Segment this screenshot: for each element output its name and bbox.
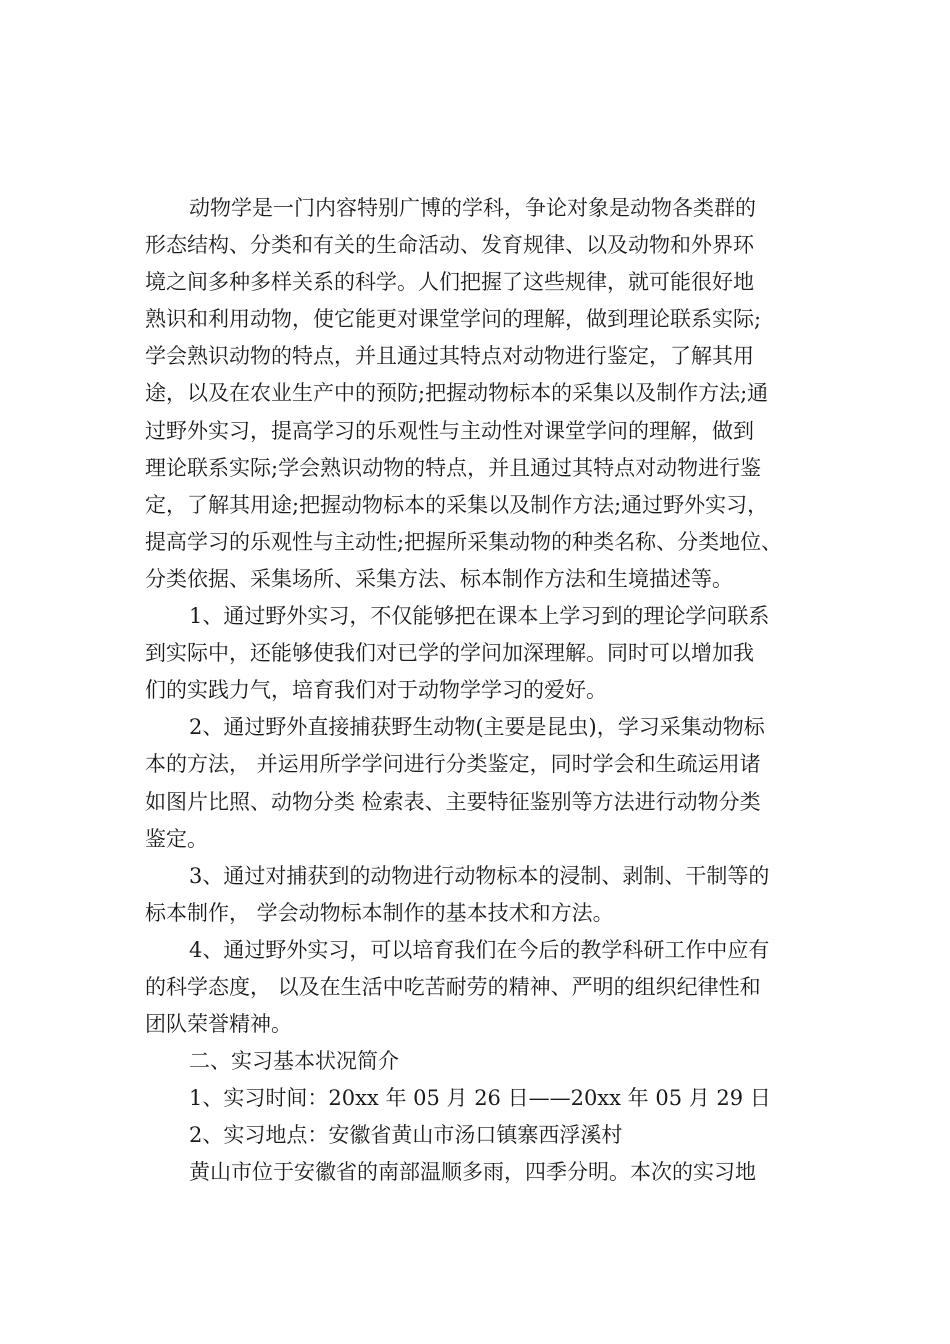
text-line: 标本制作， 学会动物标本制作的基本技术和方法。: [145, 900, 614, 925]
text-line: 理论联系实际;学会熟识动物的特点，并且通过其特点对动物进行鉴: [145, 455, 762, 480]
text-line: 本的方法， 并运用所学学问进行分类鉴定，同时学会和生疏运用诸: [145, 752, 761, 777]
objective-item-3: [145, 858, 815, 932]
text-line: 提高学习的乐观性与主动性;把握所采集动物的种类名称、分类地位、: [145, 529, 783, 554]
text-line: 4、通过野外实习，可以培育我们在今后的教学科研工作中应有: [189, 937, 770, 962]
objective-item-2: [145, 709, 815, 857]
text-line: 们的实践力气，培育我们对于动物学学习的爱好。: [145, 678, 607, 703]
text-line: 团队荣誉精神。: [145, 1012, 292, 1037]
text-line: 动物学是一门内容特别广博的学科，争论对象是动物各类群的: [189, 196, 756, 220]
text-line: 境之间多种多样关系的科学。人们把握了这些规律，就可能很好地: [145, 270, 754, 295]
text-line: 的科学态度， 以及在生活中吃苦耐劳的精神、严明的组织纪律性和: [145, 974, 761, 999]
text-line: 分类依据、采集场所、采集方法、标本制作方法和生境描述等。: [145, 566, 733, 591]
text-line: 鉴定。: [145, 826, 208, 851]
objective-item-4: [145, 932, 815, 1043]
section-heading: 二、实习基本状况简介: [189, 1049, 399, 1074]
text-line: 1、通过野外实习，不仅能够把在课本上学习到的理论学问联系: [189, 604, 770, 629]
text-line: 定，了解其用途;把握动物标本的采集以及制作方法;通过野外实习，: [145, 492, 769, 517]
text-line: 过野外实习，提高学习的乐观性与主动性对课堂学问的理解，做到: [145, 418, 754, 443]
intro-paragraph: [145, 190, 815, 598]
text-line: 2、通过野外直接捕获野生动物(主要是昆虫)，学习采集动物标: [189, 715, 765, 740]
text-line: 熟识和利用动物，使它能更对课堂学问的理解，做到理论联系实际;: [145, 307, 762, 332]
text-line: 黄山市位于安徽省的南部温顺多雨，四季分明。本次的实习地: [189, 1160, 756, 1185]
text-line: 途，以及在农业生产中的预防;把握动物标本的采集以及制作方法;通: [145, 381, 769, 406]
text-line: 学会熟识动物的特点，并且通过其特点对动物进行鉴定，了解其用: [145, 344, 754, 369]
objective-item-1: [145, 598, 815, 709]
internship-place: 2、实习地点：安徽省黄山市汤口镇寨西浮溪村: [189, 1123, 623, 1148]
text-line: 形态结构、分类和有关的生命活动、发育规律、以及动物和外界环: [145, 233, 754, 258]
text-line: 3、通过对捕获到的动物进行动物标本的浸制、剥制、干制等的: [189, 863, 770, 888]
document-page: [145, 190, 815, 1192]
text-line: 如图片比照、动物分类 检索表、主要特征鉴别等方法进行动物分类: [145, 789, 761, 814]
internship-time: 1、实习时间：20xx 年 05 月 26 日——20xx 年 05 月 29 日: [189, 1086, 771, 1111]
text-line: 到实际中，还能够使我们对已学的学问加深理解。同时可以增加我: [145, 641, 754, 666]
